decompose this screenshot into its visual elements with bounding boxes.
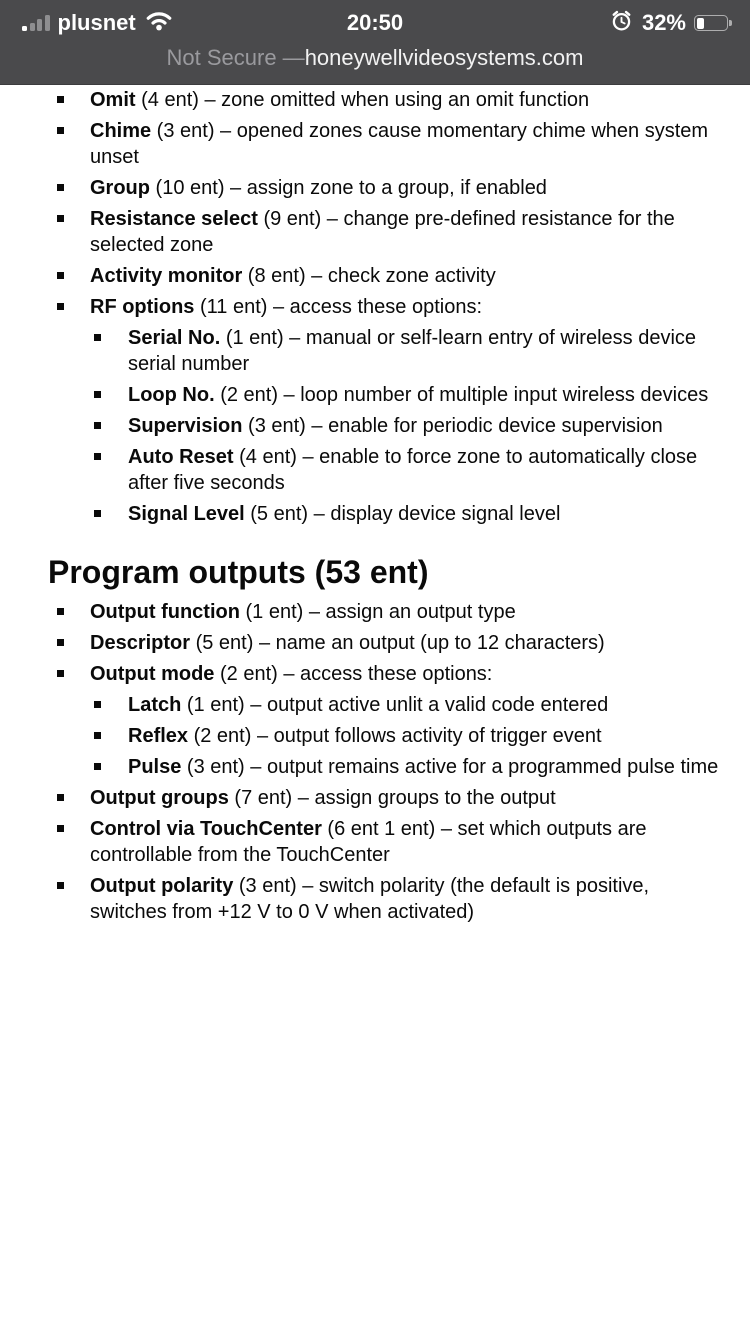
bullet-icon [94, 334, 101, 341]
list-item-text: (6 ent 1 ent) – set which outputs are controllable from the TouchCenter [90, 818, 647, 866]
list-item [0, 263, 722, 289]
list-item-text: (2 ent) – loop number of multiple input wireless devices [214, 384, 709, 406]
program-outputs-list [0, 599, 722, 925]
bullet-icon [94, 453, 101, 460]
zone-options-list [0, 87, 722, 527]
list-item-term: Activity monitor [90, 265, 243, 287]
cellular-signal-icon [22, 15, 50, 31]
list-item-text: (9 ent) – change pre-defined resistance for the selected zone [90, 208, 675, 256]
list-item-text: (5 ent) – name an output (up to 12 characters) [190, 632, 605, 654]
list-item [0, 325, 722, 377]
bullet-icon [94, 510, 101, 517]
list-item [0, 692, 722, 718]
list-item [0, 816, 722, 868]
bullet-icon [57, 794, 64, 801]
list-item [0, 599, 722, 625]
list-item [0, 175, 722, 201]
list-item [0, 785, 722, 811]
list-item-term: Serial No. [128, 327, 221, 349]
list-item-term: Output function [90, 601, 240, 623]
list-item-text: (5 ent) – display device signal level [244, 503, 561, 525]
list-item-term: Pulse [128, 756, 182, 778]
list-item-text: (8 ent) – check zone activity [242, 265, 496, 287]
bullet-icon [57, 127, 64, 134]
bullet-icon [57, 303, 64, 310]
list-item-term: Resistance select [90, 208, 258, 230]
list-item [0, 118, 722, 170]
list-item [0, 723, 722, 749]
bullet-icon [94, 732, 101, 739]
list-item [0, 630, 722, 656]
list-item [0, 873, 722, 925]
list-item-term: Supervision [128, 415, 243, 437]
list-item-term: Output polarity [90, 875, 234, 897]
battery-nub [729, 20, 732, 26]
list-item-term: Output mode [90, 663, 215, 685]
list-item-text: (1 ent) – output active unlit a valid code entered [181, 694, 609, 716]
list-item [0, 661, 722, 687]
list-item-text: (3 ent) – output remains active for a programmed pulse time [181, 756, 719, 778]
bullet-icon [57, 882, 64, 889]
status-bar [0, 0, 750, 40]
safari-header [0, 0, 750, 85]
list-item [0, 413, 722, 439]
list-item-term: Group [90, 177, 150, 199]
list-item-term: Chime [90, 120, 152, 142]
list-item-text: (3 ent) – enable for periodic device supervision [242, 415, 663, 437]
bullet-icon [57, 670, 64, 677]
bullet-icon [57, 639, 64, 646]
bullet-icon [57, 825, 64, 832]
list-item-text: (1 ent) – manual or self-learn entry of wireless device serial number [128, 327, 697, 375]
list-item [0, 754, 722, 780]
list-item-term: Latch [128, 694, 182, 716]
battery-fill [697, 18, 704, 29]
address-bar[interactable] [0, 40, 750, 84]
list-item [0, 206, 722, 258]
list-item-text: (11 ent) – access these options: [194, 296, 483, 318]
list-item-text: (7 ent) – assign groups to the output [228, 787, 556, 809]
list-item-text: (4 ent) – enable to force zone to automatically close after five seconds [128, 446, 698, 494]
list-item-text: (1 ent) – assign an output type [239, 601, 516, 623]
bullet-icon [57, 184, 64, 191]
bullet-icon [94, 391, 101, 398]
list-item-term: Control via TouchCenter [90, 818, 322, 840]
list-item-term: Descriptor [90, 632, 191, 654]
list-item-text: (3 ent) – switch polarity (the default is positive, switches from +12 V to 0 V when activated) [90, 875, 650, 923]
list-item-text: (2 ent) – access these options: [214, 663, 493, 685]
list-item-term: RF options [90, 296, 195, 318]
bullet-icon [57, 608, 64, 615]
list-item-text: (3 ent) – opened zones cause momentary chime when system unset [90, 120, 709, 168]
section-heading: Program outputs (53 ent) [48, 554, 429, 590]
list-item-text: (4 ent) – zone omitted when using an omit function [135, 89, 590, 111]
list-item [0, 382, 722, 408]
battery-percent: 32% [641, 10, 686, 35]
list-item [0, 444, 722, 496]
list-item-term: Output groups [90, 787, 229, 809]
list-item-text: (10 ent) – assign zone to a group, if enabled [150, 177, 547, 199]
security-label: Not Secure — [166, 45, 305, 70]
list-item-term: Reflex [128, 725, 189, 747]
bullet-icon [94, 763, 101, 770]
bullet-icon [94, 701, 101, 708]
bullet-icon [94, 422, 101, 429]
battery-icon [694, 15, 728, 31]
bullet-icon [57, 272, 64, 279]
wifi-icon [144, 9, 174, 37]
list-item-text: (2 ent) – output follows activity of trigger event [188, 725, 602, 747]
list-item [0, 501, 722, 527]
list-item-term: Auto Reset [128, 446, 234, 468]
alarm-icon [609, 8, 634, 39]
list-item-term: Signal Level [128, 503, 245, 525]
page-content [0, 85, 750, 925]
bullet-icon [57, 215, 64, 222]
list-item-term: Loop No. [128, 384, 215, 406]
list-item [0, 294, 722, 320]
url-domain: honeywellvideosystems.com [304, 45, 584, 70]
clock-time: 20:50 [346, 10, 404, 35]
bullet-icon [57, 96, 64, 103]
list-item [0, 87, 722, 113]
carrier-label: plusnet [57, 10, 136, 35]
list-item-term: Omit [90, 89, 136, 111]
